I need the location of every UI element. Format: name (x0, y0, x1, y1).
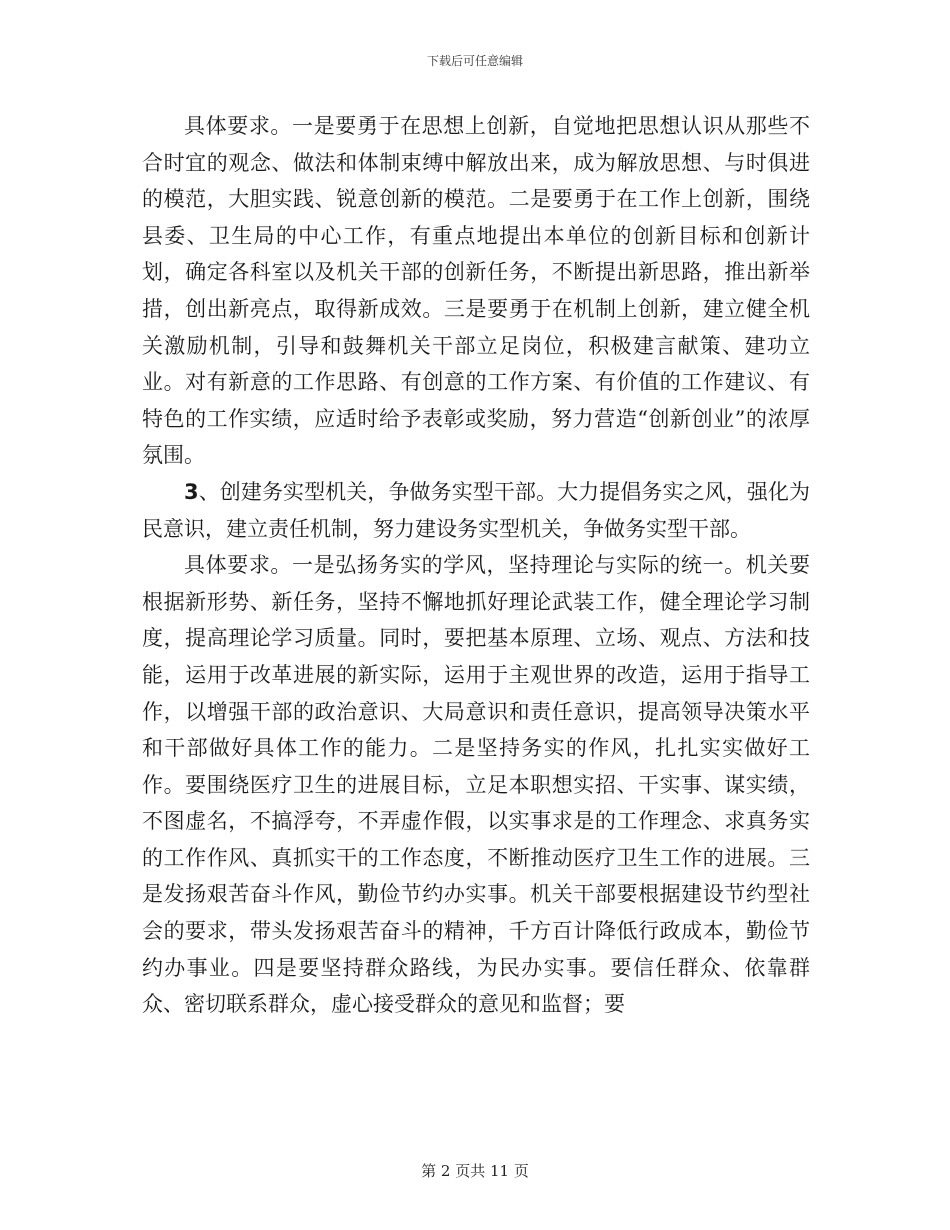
page-header: 下载后可任意编辑 (426, 54, 523, 68)
document-body (142, 108, 810, 1023)
paragraph-text: 具体要求。一是要勇于在思想上创新，自觉地把思想认识从那些不合时宜的观念、做法和体制束缚中解放出来，成为解放思想、与时俱进的模范，大胆实践、锐意创新的模范。二是要勇于在工作上创新，围绕县委、卫生局的中心工作，有重点地提出本单位的创新目标和创新计划，确定各科室以及机关干部的创新任务，不断提出新思路，推出新举措，创出新亮点，取得新成效。三是要勇于在机制上创新，建立健全机关激励机制，引导和鼓舞机关干部立足岗位，积极建言献策、建功立业。对有新意的工作思路、有创意的工作方案、有价值的工作建议、有特色的工作实绩，应适时给予表彰或奖励，努力营造“创新创业”的浓厚氛围。 (142, 114, 810, 468)
paragraph-text: 、创建务实型机关，争做务实型干部。大力提倡务实之风，强化为民意识，建立责任机制，努力建设务实型机关，争做务实型干部。 (142, 479, 810, 541)
section-number: 3 (184, 479, 199, 504)
paragraph-text: 具体要求。一是弘扬务实的学风，坚持理论与实际的统一。机关要根据新形势、新任务，坚持不懈地抓好理论武装工作，健全理论学习制度，提高理论学习质量。同时，要把基本原理、立场、观点、方法和技能，运用于改革进展的新实际，运用于主观世界的改造，运用于指导工作，以增强干部的政治意识、大局意识和责任意识，提高领导决策水平和干部做好具体工作的能力。二是坚持务实的作风，扎扎实实做好工作。要围绕医疗卫生的进展目标，立足本职想实招、干实事、谋实绩，不图虚名，不搞浮夸，不弄虚作假，以实事求是的工作理念、求真务实的工作作风、真抓实干的工作态度，不断推动医疗卫生工作的进展。三是发扬艰苦奋斗作风，勤俭节约办实事。机关干部要根据建设节约型社会的要求，带头发扬艰苦奋斗的精神，千方百计降低行政成本，勤俭节约办事业。四是要坚持群众路线，为民办实事。要信任群众、依靠群众、密切联系群众，虚心接受群众的意见和监督；要 (142, 553, 810, 1017)
paragraph-innovation-requirements (142, 108, 810, 474)
page-number-footer: 第 2 页共 11 页 (421, 1162, 529, 1180)
paragraph-practical-organ (142, 474, 810, 547)
paragraph-practical-requirements (142, 547, 810, 1023)
